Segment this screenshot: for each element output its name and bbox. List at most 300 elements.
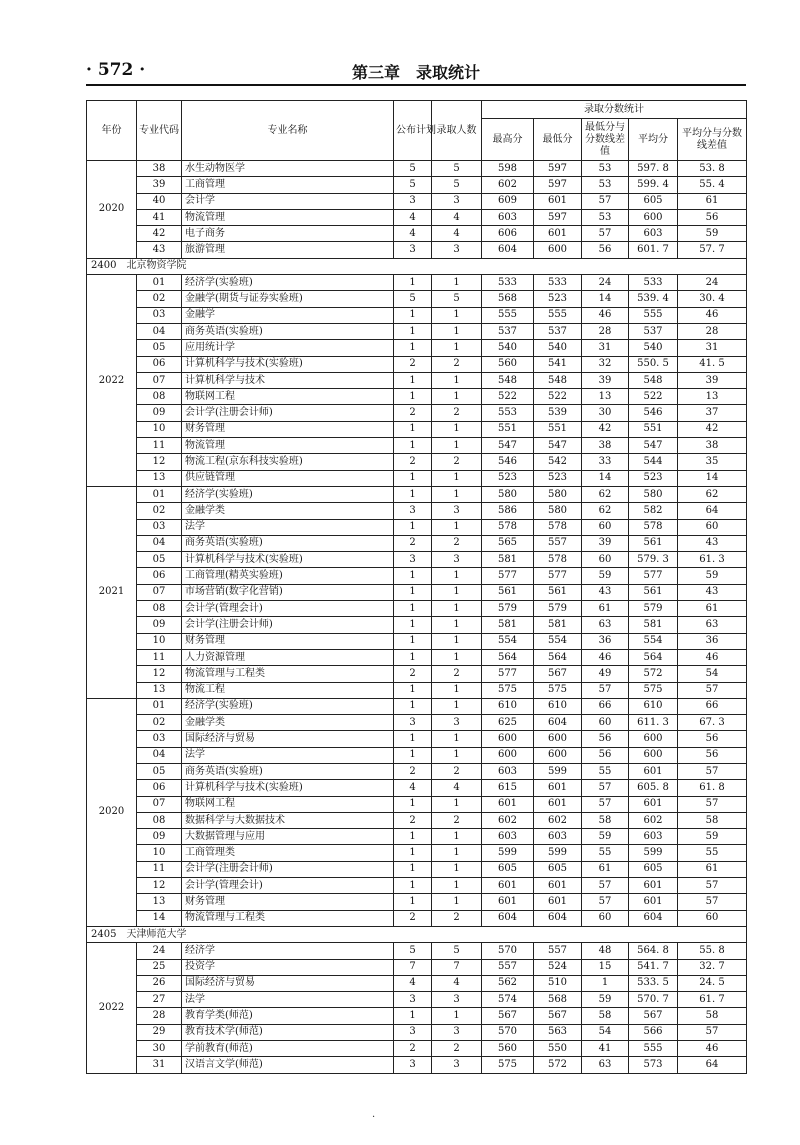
cell-code: 06 <box>137 568 182 584</box>
table-row <box>87 421 747 437</box>
cell-plan: 4 <box>394 975 432 991</box>
cell-plan: 2 <box>394 812 432 828</box>
table-row <box>87 454 747 470</box>
cell-name: 汉语言文学(师范) <box>182 1057 394 1073</box>
cell-avg: 523 <box>629 470 678 486</box>
cell-avg: 551 <box>629 421 678 437</box>
cell-name: 商务英语(实验班) <box>182 535 394 551</box>
cell-max: 606 <box>482 226 534 242</box>
page-header <box>86 60 746 84</box>
cell-diff-min: 1 <box>582 975 629 991</box>
cell-min: 599 <box>534 845 582 861</box>
cell-diff-min: 63 <box>582 1057 629 1073</box>
cell-name: 市场营销(数字化营销) <box>182 584 394 600</box>
cell-diff-avg: 59 <box>678 226 747 242</box>
cell-admitted: 1 <box>432 307 482 323</box>
cell-avg: 555 <box>629 307 678 323</box>
cell-diff-min: 39 <box>582 535 629 551</box>
cell-code: 30 <box>137 1041 182 1057</box>
cell-avg: 566 <box>629 1024 678 1040</box>
table-row <box>87 861 747 877</box>
cell-admitted: 1 <box>432 649 482 665</box>
cell-code: 09 <box>137 617 182 633</box>
cell-name: 物流管理 <box>182 209 394 225</box>
cell-avg: 572 <box>629 666 678 682</box>
cell-avg: 579 <box>629 601 678 617</box>
cell-min: 600 <box>534 747 582 763</box>
cell-diff-avg: 61. 7 <box>678 992 747 1008</box>
cell-avg: 601 <box>629 796 678 812</box>
cell-diff-min: 14 <box>582 470 629 486</box>
cell-name: 水生动物医学 <box>182 161 394 177</box>
cell-max: 602 <box>482 177 534 193</box>
table-row <box>87 503 747 519</box>
table-row <box>87 535 747 551</box>
cell-min: 557 <box>534 943 582 959</box>
cell-plan: 3 <box>394 992 432 1008</box>
cell-admitted: 1 <box>432 421 482 437</box>
cell-admitted: 1 <box>432 486 482 502</box>
cell-avg: 539. 4 <box>629 291 678 307</box>
cell-plan: 1 <box>394 421 432 437</box>
cell-avg: 601 <box>629 878 678 894</box>
admission-table <box>86 100 747 1074</box>
cell-max: 537 <box>482 323 534 339</box>
col-group-scores: 录取分数统计 <box>482 101 747 119</box>
cell-plan: 1 <box>394 372 432 388</box>
cell-plan: 5 <box>394 177 432 193</box>
cell-diff-avg: 35 <box>678 454 747 470</box>
cell-name: 旅游管理 <box>182 242 394 258</box>
cell-diff-min: 41 <box>582 1041 629 1057</box>
cell-code: 13 <box>137 682 182 698</box>
cell-diff-min: 60 <box>582 715 629 731</box>
cell-diff-avg: 43 <box>678 584 747 600</box>
table-row <box>87 943 747 959</box>
cell-admitted: 3 <box>432 552 482 568</box>
cell-plan: 1 <box>394 698 432 714</box>
cell-avg: 578 <box>629 519 678 535</box>
cell-name: 金融学(期货与证券实验班) <box>182 291 394 307</box>
cell-diff-min: 66 <box>582 698 629 714</box>
table-row <box>87 682 747 698</box>
cell-max: 600 <box>482 747 534 763</box>
table-row <box>87 568 747 584</box>
cell-max: 581 <box>482 552 534 568</box>
cell-avg: 570. 7 <box>629 992 678 1008</box>
cell-avg: 601 <box>629 894 678 910</box>
cell-name: 财务管理 <box>182 894 394 910</box>
table-row <box>87 1041 747 1057</box>
cell-min: 580 <box>534 486 582 502</box>
cell-diff-avg: 55. 4 <box>678 177 747 193</box>
cell-admitted: 1 <box>432 731 482 747</box>
cell-min: 550 <box>534 1041 582 1057</box>
cell-diff-min: 59 <box>582 568 629 584</box>
table-row <box>87 1024 747 1040</box>
cell-name: 教育学类(师范) <box>182 1008 394 1024</box>
cell-avg: 600 <box>629 209 678 225</box>
table-row <box>87 470 747 486</box>
cell-diff-min: 46 <box>582 649 629 665</box>
cell-admitted: 1 <box>432 340 482 356</box>
table-row <box>87 763 747 779</box>
cell-avg: 544 <box>629 454 678 470</box>
table-row <box>87 698 747 714</box>
cell-min: 522 <box>534 389 582 405</box>
cell-code: 38 <box>137 161 182 177</box>
cell-min: 548 <box>534 372 582 388</box>
cell-code: 08 <box>137 389 182 405</box>
cell-code: 10 <box>137 633 182 649</box>
cell-admitted: 3 <box>432 715 482 731</box>
cell-diff-min: 61 <box>582 861 629 877</box>
cell-admitted: 2 <box>432 812 482 828</box>
cell-code: 06 <box>137 780 182 796</box>
cell-name: 大数据管理与应用 <box>182 829 394 845</box>
cell-name: 会计学(管理会计) <box>182 878 394 894</box>
cell-avg: 605 <box>629 861 678 877</box>
cell-max: 601 <box>482 878 534 894</box>
cell-avg: 546 <box>629 405 678 421</box>
cell-min: 578 <box>534 552 582 568</box>
cell-admitted: 4 <box>432 209 482 225</box>
cell-avg: 548 <box>629 372 678 388</box>
cell-max: 574 <box>482 992 534 1008</box>
cell-name: 教育技术学(师范) <box>182 1024 394 1040</box>
cell-name: 财务管理 <box>182 633 394 649</box>
cell-diff-min: 55 <box>582 845 629 861</box>
cell-diff-avg: 46 <box>678 307 747 323</box>
cell-min: 605 <box>534 861 582 877</box>
cell-min: 580 <box>534 503 582 519</box>
cell-min: 601 <box>534 780 582 796</box>
table-row <box>87 552 747 568</box>
cell-code: 08 <box>137 601 182 617</box>
cell-max: 561 <box>482 584 534 600</box>
cell-diff-min: 42 <box>582 421 629 437</box>
cell-code: 13 <box>137 470 182 486</box>
cell-name: 学前教育(师范) <box>182 1041 394 1057</box>
table-row <box>87 601 747 617</box>
cell-diff-avg: 57 <box>678 682 747 698</box>
cell-diff-avg: 24 <box>678 275 747 291</box>
cell-admitted: 2 <box>432 1041 482 1057</box>
cell-name: 供应链管理 <box>182 470 394 486</box>
cell-min: 563 <box>534 1024 582 1040</box>
cell-diff-min: 38 <box>582 438 629 454</box>
cell-min: 540 <box>534 340 582 356</box>
cell-avg: 564. 8 <box>629 943 678 959</box>
cell-min: 567 <box>534 1008 582 1024</box>
cell-admitted: 1 <box>432 829 482 845</box>
cell-max: 604 <box>482 910 534 926</box>
cell-diff-avg: 61 <box>678 861 747 877</box>
cell-code: 24 <box>137 943 182 959</box>
cell-min: 555 <box>534 307 582 323</box>
cell-min: 604 <box>534 715 582 731</box>
cell-plan: 2 <box>394 356 432 372</box>
cell-max: 602 <box>482 812 534 828</box>
cell-name: 物流管理与工程类 <box>182 910 394 926</box>
cell-min: 581 <box>534 617 582 633</box>
cell-name: 计算机科学与技术 <box>182 372 394 388</box>
cell-diff-min: 14 <box>582 291 629 307</box>
cell-code: 06 <box>137 356 182 372</box>
table-row <box>87 975 747 991</box>
school-row <box>87 926 747 942</box>
cell-plan: 3 <box>394 242 432 258</box>
cell-name: 物联网工程 <box>182 389 394 405</box>
cell-code: 10 <box>137 421 182 437</box>
cell-diff-min: 30 <box>582 405 629 421</box>
table-row <box>87 177 747 193</box>
cell-admitted: 2 <box>432 454 482 470</box>
cell-max: 570 <box>482 1024 534 1040</box>
cell-code: 07 <box>137 584 182 600</box>
table-row <box>87 405 747 421</box>
cell-diff-avg: 56 <box>678 747 747 763</box>
cell-code: 01 <box>137 698 182 714</box>
cell-max: 579 <box>482 601 534 617</box>
cell-code: 07 <box>137 796 182 812</box>
cell-max: 540 <box>482 340 534 356</box>
cell-avg: 599 <box>629 845 678 861</box>
cell-diff-avg: 24. 5 <box>678 975 747 991</box>
cell-code: 10 <box>137 845 182 861</box>
cell-min: 524 <box>534 959 582 975</box>
table-row <box>87 438 747 454</box>
cell-code: 11 <box>137 649 182 665</box>
table-row <box>87 340 747 356</box>
cell-max: 567 <box>482 1008 534 1024</box>
cell-name: 物联网工程 <box>182 796 394 812</box>
cell-diff-min: 54 <box>582 1024 629 1040</box>
cell-diff-min: 53 <box>582 209 629 225</box>
cell-max: 554 <box>482 633 534 649</box>
cell-plan: 3 <box>394 715 432 731</box>
cell-diff-min: 57 <box>582 226 629 242</box>
year-cell: 2020 <box>87 698 137 926</box>
cell-avg: 599. 4 <box>629 177 678 193</box>
cell-min: 579 <box>534 601 582 617</box>
cell-max: 575 <box>482 682 534 698</box>
year-cell: 2022 <box>87 943 137 1073</box>
cell-min: 564 <box>534 649 582 665</box>
cell-max: 604 <box>482 242 534 258</box>
cell-name: 工商管理类 <box>182 845 394 861</box>
cell-name: 财务管理 <box>182 421 394 437</box>
cell-diff-min: 32 <box>582 356 629 372</box>
table-row <box>87 307 747 323</box>
table-row <box>87 894 747 910</box>
cell-diff-min: 62 <box>582 486 629 502</box>
col-admitted: 录取人数 <box>432 101 482 161</box>
cell-plan: 5 <box>394 161 432 177</box>
cell-diff-avg: 42 <box>678 421 747 437</box>
cell-name: 计算机科学与技术(实验班) <box>182 356 394 372</box>
cell-diff-avg: 61 <box>678 193 747 209</box>
table-row <box>87 992 747 1008</box>
cell-diff-avg: 60 <box>678 519 747 535</box>
cell-name: 经济学(实验班) <box>182 698 394 714</box>
cell-diff-avg: 59 <box>678 568 747 584</box>
cell-name: 商务英语(实验班) <box>182 323 394 339</box>
cell-diff-min: 57 <box>582 796 629 812</box>
cell-plan: 1 <box>394 438 432 454</box>
cell-avg: 522 <box>629 389 678 405</box>
cell-max: 560 <box>482 356 534 372</box>
cell-diff-min: 60 <box>582 910 629 926</box>
table-row <box>87 878 747 894</box>
cell-diff-min: 59 <box>582 829 629 845</box>
cell-name: 会计学(注册会计师) <box>182 861 394 877</box>
cell-max: 600 <box>482 731 534 747</box>
cell-max: 603 <box>482 209 534 225</box>
cell-diff-avg: 55. 8 <box>678 943 747 959</box>
cell-name: 计算机科学与技术(实验班) <box>182 552 394 568</box>
cell-code: 27 <box>137 992 182 1008</box>
cell-name: 会计学 <box>182 193 394 209</box>
header-rule <box>86 84 746 86</box>
cell-diff-avg: 66 <box>678 698 747 714</box>
cell-name: 会计学(注册会计师) <box>182 405 394 421</box>
cell-admitted: 2 <box>432 763 482 779</box>
table-row <box>87 519 747 535</box>
cell-max: 578 <box>482 519 534 535</box>
cell-max: 581 <box>482 617 534 633</box>
cell-avg: 537 <box>629 323 678 339</box>
cell-max: 546 <box>482 454 534 470</box>
cell-max: 598 <box>482 161 534 177</box>
cell-diff-avg: 36 <box>678 633 747 649</box>
cell-avg: 605. 8 <box>629 780 678 796</box>
cell-admitted: 1 <box>432 470 482 486</box>
cell-admitted: 1 <box>432 682 482 698</box>
cell-min: 539 <box>534 405 582 421</box>
cell-min: 575 <box>534 682 582 698</box>
cell-diff-min: 43 <box>582 584 629 600</box>
cell-max: 605 <box>482 861 534 877</box>
cell-min: 597 <box>534 177 582 193</box>
cell-min: 577 <box>534 568 582 584</box>
cell-diff-min: 48 <box>582 943 629 959</box>
cell-min: 578 <box>534 519 582 535</box>
cell-admitted: 1 <box>432 584 482 600</box>
cell-code: 42 <box>137 226 182 242</box>
cell-admitted: 1 <box>432 845 482 861</box>
cell-admitted: 5 <box>432 291 482 307</box>
table-row <box>87 617 747 633</box>
cell-diff-avg: 14 <box>678 470 747 486</box>
cell-avg: 541. 7 <box>629 959 678 975</box>
cell-plan: 1 <box>394 340 432 356</box>
cell-code: 40 <box>137 193 182 209</box>
table-row <box>87 829 747 845</box>
cell-diff-avg: 57. 7 <box>678 242 747 258</box>
cell-avg: 610 <box>629 698 678 714</box>
cell-code: 25 <box>137 959 182 975</box>
cell-code: 29 <box>137 1024 182 1040</box>
cell-max: 601 <box>482 894 534 910</box>
table-row <box>87 747 747 763</box>
table-row <box>87 812 747 828</box>
cell-diff-min: 57 <box>582 780 629 796</box>
cell-min: 601 <box>534 226 582 242</box>
table-row <box>87 209 747 225</box>
cell-name: 投资学 <box>182 959 394 975</box>
col-name: 专业名称 <box>182 101 394 161</box>
cell-max: 548 <box>482 372 534 388</box>
table-row <box>87 389 747 405</box>
cell-diff-avg: 57 <box>678 796 747 812</box>
cell-plan: 7 <box>394 959 432 975</box>
cell-code: 05 <box>137 340 182 356</box>
cell-max: 586 <box>482 503 534 519</box>
cell-avg: 567 <box>629 1008 678 1024</box>
cell-diff-min: 60 <box>582 552 629 568</box>
cell-max: 568 <box>482 291 534 307</box>
cell-plan: 3 <box>394 552 432 568</box>
cell-avg: 575 <box>629 682 678 698</box>
cell-max: 533 <box>482 275 534 291</box>
cell-code: 07 <box>137 372 182 388</box>
cell-diff-min: 56 <box>582 747 629 763</box>
cell-min: 610 <box>534 698 582 714</box>
cell-admitted: 1 <box>432 633 482 649</box>
cell-min: 510 <box>534 975 582 991</box>
cell-plan: 1 <box>394 470 432 486</box>
chapter-title: 第三章 录取统计 <box>351 63 480 82</box>
cell-plan: 2 <box>394 535 432 551</box>
cell-max: 555 <box>482 307 534 323</box>
cell-admitted: 1 <box>432 438 482 454</box>
cell-code: 09 <box>137 405 182 421</box>
school-name: 2400 北京物资学院 <box>87 258 747 274</box>
cell-code: 12 <box>137 878 182 894</box>
cell-plan: 4 <box>394 209 432 225</box>
cell-name: 金融学类 <box>182 503 394 519</box>
table-row <box>87 372 747 388</box>
cell-admitted: 1 <box>432 747 482 763</box>
cell-admitted: 1 <box>432 894 482 910</box>
cell-plan: 1 <box>394 486 432 502</box>
cell-plan: 3 <box>394 193 432 209</box>
cell-max: 547 <box>482 438 534 454</box>
cell-admitted: 1 <box>432 1008 482 1024</box>
cell-code: 03 <box>137 731 182 747</box>
cell-diff-avg: 38 <box>678 438 747 454</box>
cell-diff-avg: 39 <box>678 372 747 388</box>
cell-admitted: 5 <box>432 161 482 177</box>
cell-name: 经济学(实验班) <box>182 275 394 291</box>
cell-plan: 1 <box>394 275 432 291</box>
col-year: 年份 <box>87 101 137 161</box>
cell-min: 561 <box>534 584 582 600</box>
cell-code: 39 <box>137 177 182 193</box>
cell-code: 31 <box>137 1057 182 1073</box>
cell-diff-avg: 46 <box>678 1041 747 1057</box>
cell-plan: 1 <box>394 584 432 600</box>
cell-code: 04 <box>137 747 182 763</box>
cell-name: 物流管理 <box>182 438 394 454</box>
col-diff-min: 最低分与分数线差值 <box>582 119 629 161</box>
cell-diff-min: 62 <box>582 503 629 519</box>
cell-admitted: 2 <box>432 910 482 926</box>
cell-diff-min: 49 <box>582 666 629 682</box>
cell-avg: 601. 7 <box>629 242 678 258</box>
cell-plan: 1 <box>394 617 432 633</box>
